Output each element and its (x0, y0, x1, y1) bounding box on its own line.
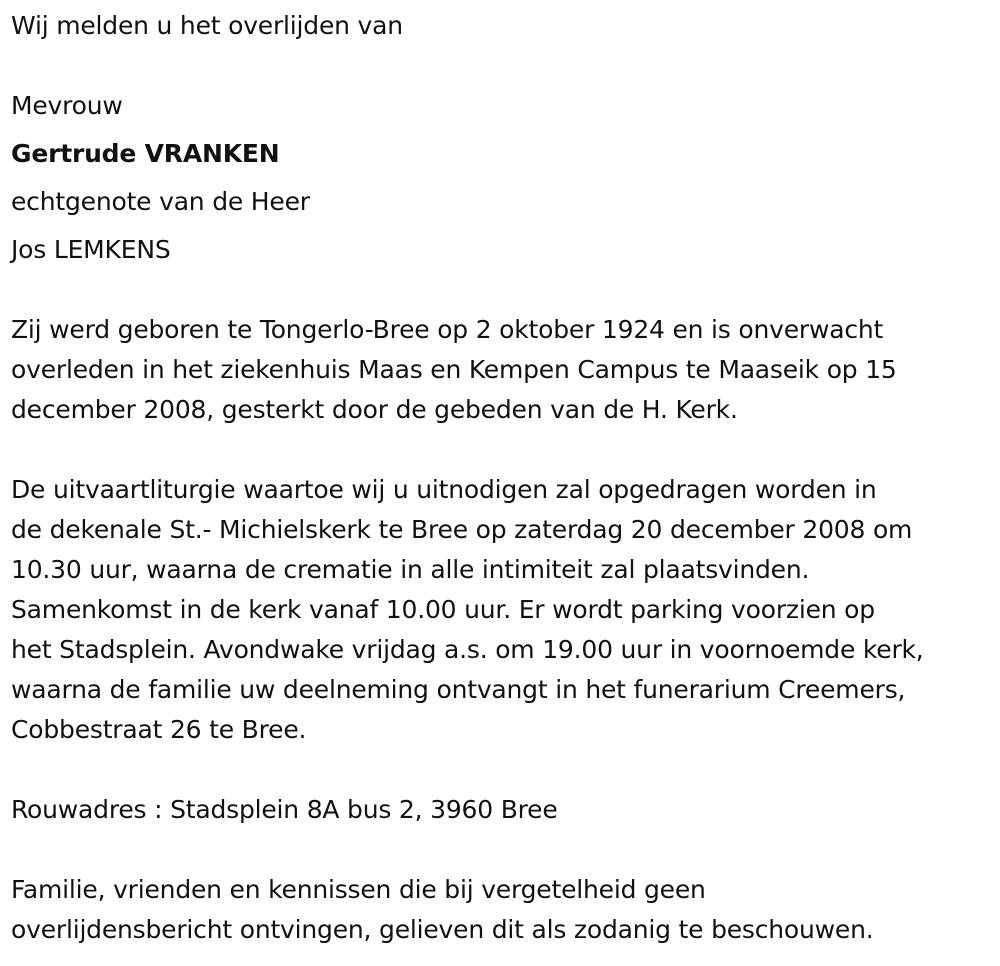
paragraph-line: waarna de familie uw deelneming ontvangt in het funerarium Creemers, (11, 675, 906, 704)
paragraph-line: Familie, vrienden en kennissen die bij vergetelheid geen (11, 875, 706, 904)
paragraph-line: Zij werd geboren te Tongerlo-Bree op 2 oktober 1924 en is onverwacht (11, 315, 884, 344)
spacer (11, 750, 996, 790)
paragraph-line: overlijdensbericht ontvingen, gelieven dit als zodanig te beschouwen. (11, 915, 874, 944)
salutation: Mevrouw (11, 91, 123, 120)
paragraph-line: Samenkomst in de kerk vanaf 10.00 uur. Er wordt parking voorzien op (11, 595, 875, 624)
paragraph-line: de dekenale St.- Michielskerk te Bree op zaterdag 20 december 2008 om (11, 515, 913, 544)
spacer (11, 430, 996, 470)
spacer (11, 830, 996, 870)
paragraph-line: Cobbestraat 26 te Bree. (11, 715, 307, 744)
deceased-name: Gertrude VRANKEN (11, 139, 280, 168)
spouse-name: Jos LEMKENS (11, 235, 171, 264)
intro-text: Wij melden u het overlijden van (11, 11, 403, 40)
birth-death-paragraph (11, 310, 996, 430)
relation-text: echtgenote van de Heer (11, 187, 310, 216)
paragraph-line: De uitvaartliturgie waartoe wij u uitnodigen zal opgedragen worden in (11, 475, 877, 504)
paragraph-line: december 2008, gesterkt door de gebeden van de H. Kerk. (11, 395, 738, 424)
closing-paragraph (11, 870, 996, 950)
spacer (11, 46, 996, 86)
death-notice (11, 6, 996, 950)
paragraph-line: overleden in het ziekenhuis Maas en Kempen Campus te Maaseik op 15 (11, 355, 897, 384)
paragraph-line: 10.30 uur, waarna de crematie in alle intimiteit zal plaatsvinden. (11, 555, 810, 584)
spacer (11, 270, 996, 310)
funeral-paragraph (11, 470, 996, 750)
paragraph-line: het Stadsplein. Avondwake vrijdag a.s. om 19.00 uur in voornoemde kerk, (11, 635, 924, 664)
mourning-address: Rouwadres : Stadsplein 8A bus 2, 3960 Bree (11, 795, 558, 824)
